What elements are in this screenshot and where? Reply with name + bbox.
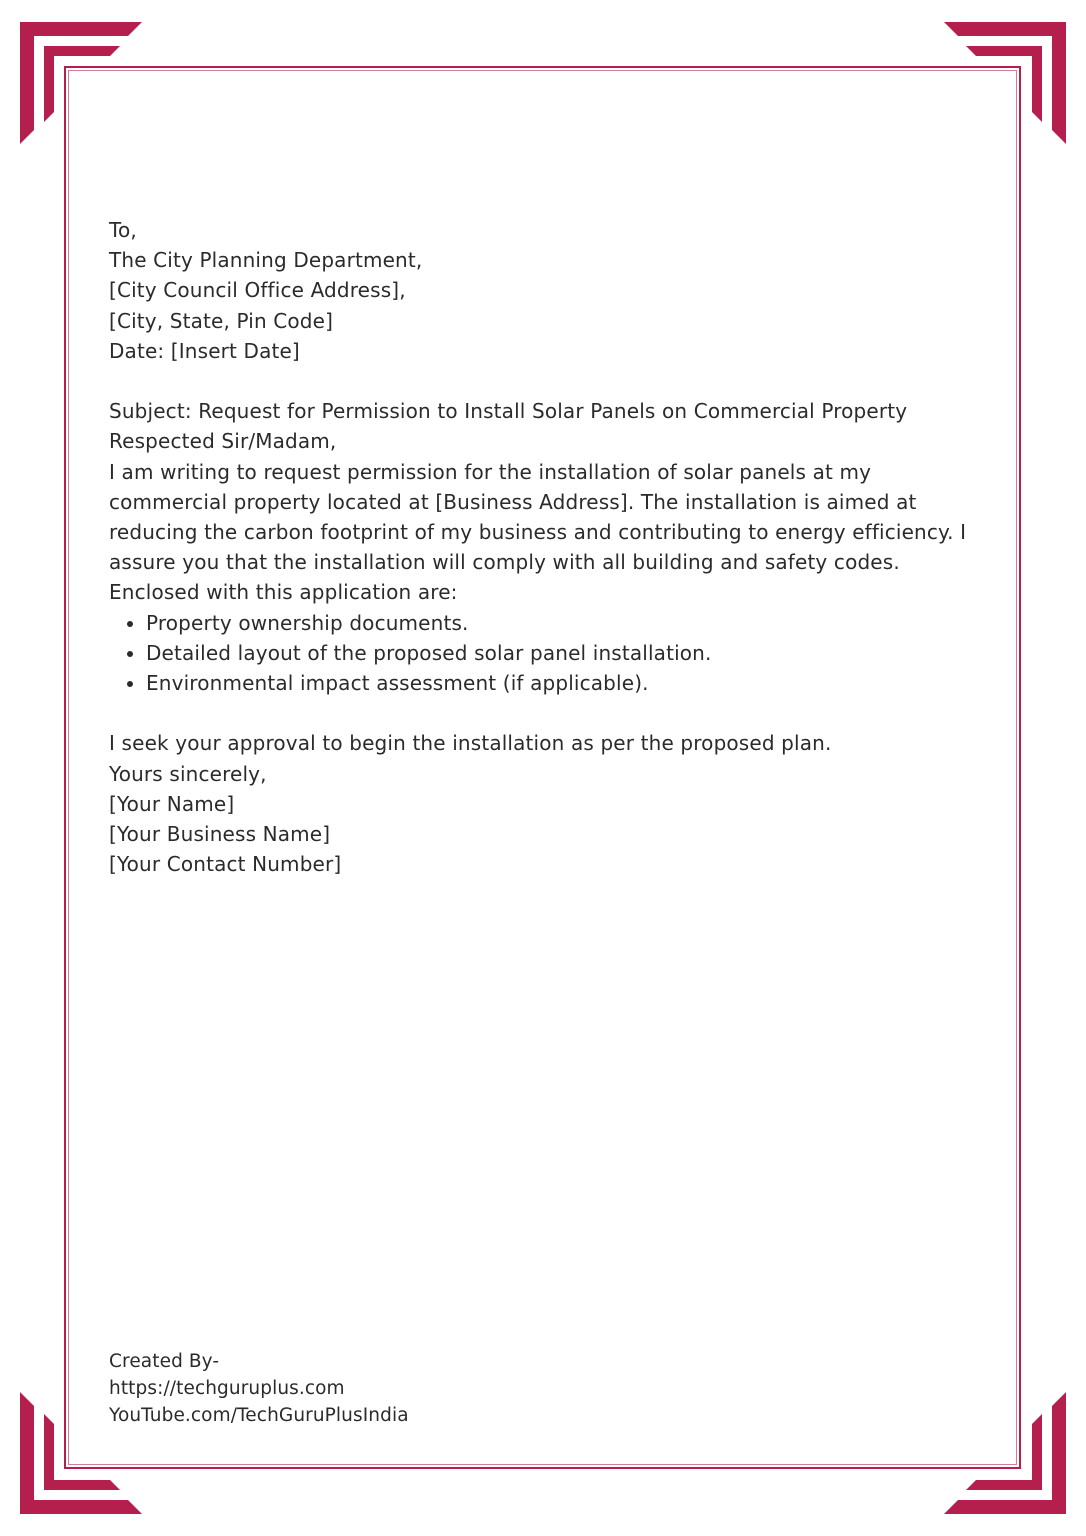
list-item: • Environmental impact assessment (if applicable).: [146, 668, 989, 698]
list-item: • Property ownership documents.: [146, 608, 989, 638]
enclosures-list: [109, 608, 989, 699]
corner-ornament-top-right: [944, 22, 1066, 144]
list-item: • Detailed layout of the proposed solar panel installation.: [146, 638, 989, 668]
enclosures-intro: Enclosed with this application are:: [109, 580, 458, 605]
corner-ornament-top-left: [20, 22, 142, 144]
signature-name: [Your Name]: [109, 791, 235, 816]
letter-body: [109, 215, 989, 879]
letter-paragraph: I am writing to request permission for the installation of solar panels at my commercial property located at [Business Address]. The installation is aimed at reducing the carbon footprint of my business and contributing to energy efficiency. I assure you that the installation will comply with all building and safety codes.: [109, 459, 967, 575]
recipient-to: To,: [109, 218, 137, 242]
letter-salutation: Respected Sir/Madam,: [109, 429, 337, 454]
credits-block: [109, 1348, 409, 1429]
recipient-address: [109, 215, 989, 366]
corner-ornament-bottom-right: [944, 1392, 1066, 1514]
letter-subject: Subject: Request for Permission to Install Solar Panels on Commercial Property: [109, 399, 908, 424]
credits-label: Created By-: [109, 1351, 220, 1372]
signature-business: [Your Business Name]: [109, 822, 331, 847]
closing-request: I seek your approval to begin the installation as per the proposed plan.: [109, 731, 832, 756]
signature-block: [109, 759, 989, 880]
recipient-department: The City Planning Department,: [109, 248, 423, 273]
letter-date: Date: [Insert Date]: [109, 338, 300, 363]
recipient-city-state: [City, State, Pin Code]: [109, 308, 334, 333]
signature-closing: Yours sincerely,: [109, 761, 267, 786]
credits-youtube: YouTube.com/TechGuruPlusIndia: [109, 1405, 409, 1426]
credits-website: https://techguruplus.com: [109, 1378, 345, 1399]
recipient-office-address: [City Council Office Address],: [109, 278, 406, 303]
signature-contact: [Your Contact Number]: [109, 852, 342, 877]
